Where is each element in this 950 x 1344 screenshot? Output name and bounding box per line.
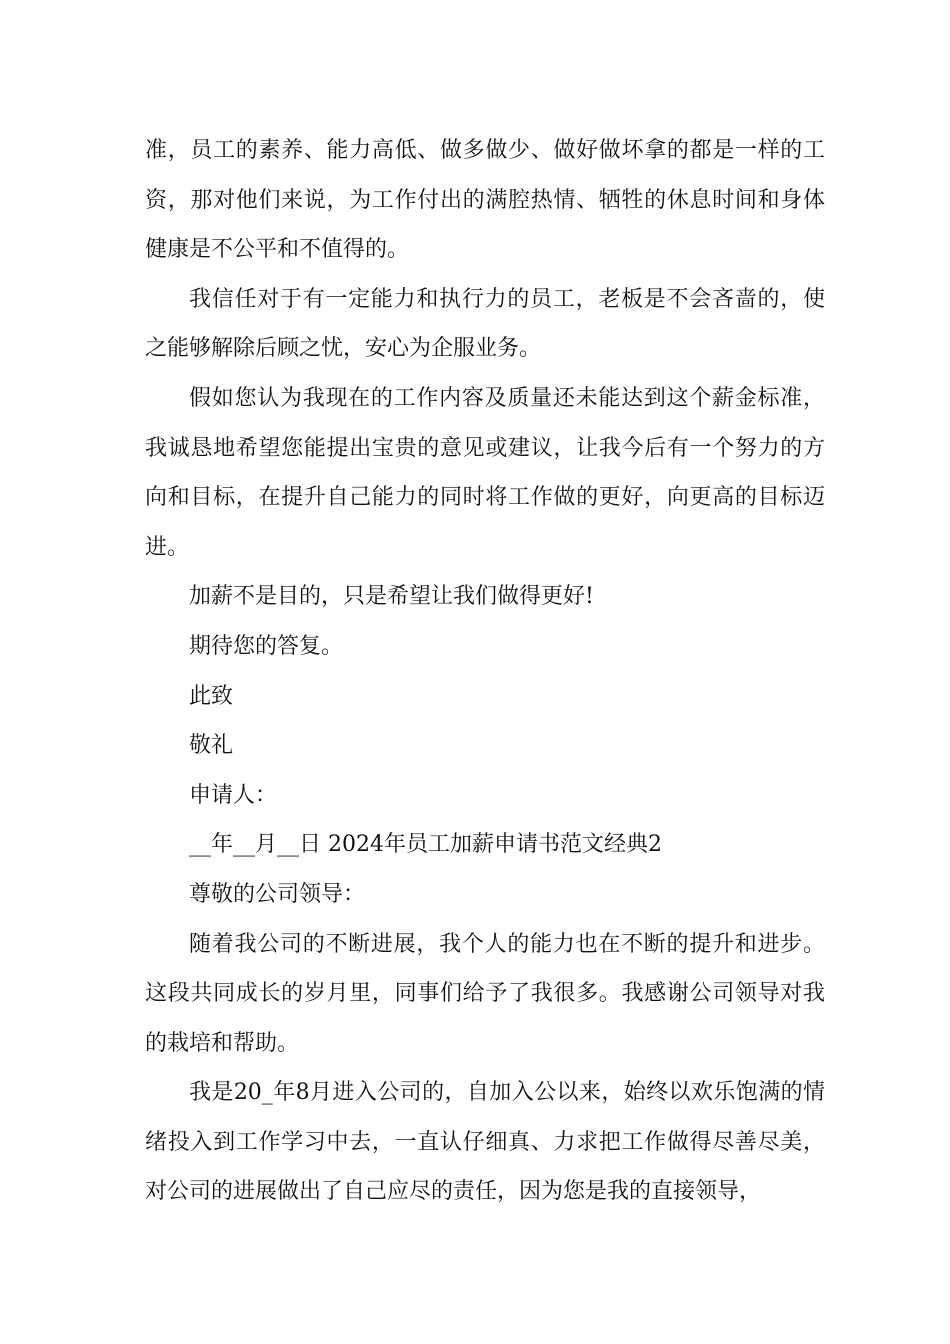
paragraph: 期待您的答复。 [189,633,344,659]
salutation-closing: 此致 [189,683,234,709]
greeting: 尊敬的公司领导： [189,881,366,907]
applicant-label: 申请人： [189,782,278,808]
paragraph: 我信任对于有一定能力和执行力的员工，老板是不会吝啬的，使之能够解除后顾之忧，安心为企服业务。 [145,286,825,362]
salutation-regards: 敬礼 [189,733,234,759]
date-and-title-line: __年__月__日 2024年员工加薪申请书范文经典2 [189,832,662,858]
paragraph: 随着我公司的不断进展，我个人的能力也在不断的提升和进步。这段共同成长的岁月里，同事们给予了我很多。我感谢公司领导对我的栽培和帮助。 [145,931,825,1056]
paragraph: 准，员工的素养、能力高低、做多做少、做好做坏拿的都是一样的工资，那对他们来说，为工作付出的满腔热情、牺牲的休息时间和身体健康是不公平和不值得的。 [145,138,825,263]
paragraph: 假如您认为我现在的工作内容及质量还未能达到这个薪金标准，我诚恳地希望您能提出宝贵的意见或建议，让我今后有一个努力的方向和目标，在提升自己能力的同时将工作做的更好，向更高的目标迈进。 [145,385,825,560]
paragraph: 我是20_年8月进入公司的，自加入公以来，始终以欢乐饱满的情绪投入到工作学习中去，一直认仔细真、力求把工作做得尽善尽美，对公司的进展做出了自己应尽的责任，因为您是我的直接领导， [145,1080,825,1205]
document-body [145,126,825,1217]
paragraph: 加薪不是目的，只是希望让我们做得更好! [189,584,594,610]
